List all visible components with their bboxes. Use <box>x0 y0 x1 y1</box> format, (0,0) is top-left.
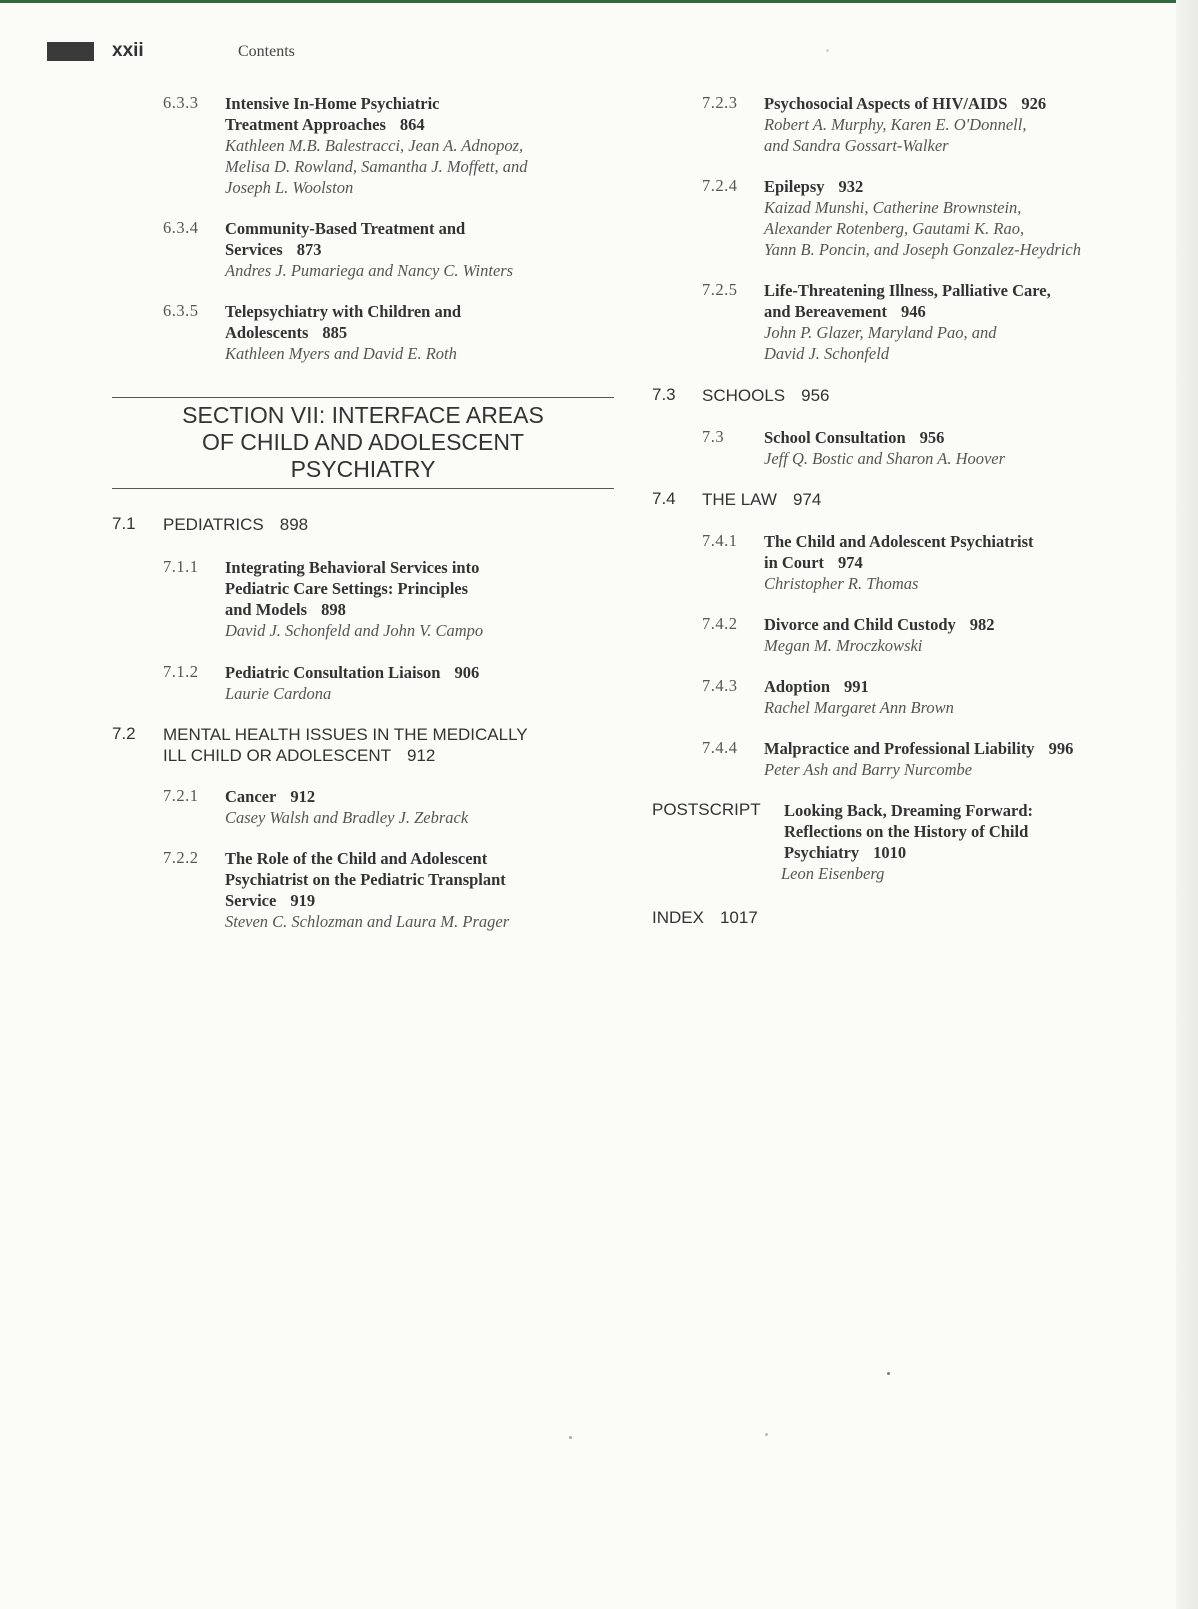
section-heading-line: OF CHILD AND ADOLESCENT <box>201 429 525 455</box>
entry-number: 7.1.2 <box>163 662 199 681</box>
entry-author-line: Laurie Cardona <box>225 684 332 703</box>
entry-author-line: Kathleen M.B. Balestracci, Jean A. Adnopoz, <box>225 136 524 155</box>
entry-author-line: Jeff Q. Bostic and Sharon A. Hoover <box>764 449 1006 468</box>
entry-author-line: Christopher R. Thomas <box>764 574 919 593</box>
header-tab-marker <box>47 42 94 61</box>
entry-number: 7.2.2 <box>163 848 199 867</box>
entry-number: 7.4.1 <box>702 531 738 550</box>
entry-number: 6.3.3 <box>163 93 199 112</box>
section-number: 7.3 <box>652 385 676 404</box>
entry-title-line: Psychiatry <box>784 843 860 862</box>
entry-title-line: and Bereavement <box>764 302 887 321</box>
entry-title-line: Reflections on the History of Child <box>784 822 1029 841</box>
entry-author-line: Leon Eisenberg <box>781 864 885 883</box>
entry-number: 7.2.1 <box>163 786 199 805</box>
entry-title-line: Epilepsy <box>764 177 825 196</box>
scan-speck <box>887 1372 890 1375</box>
section-heading-line: PSYCHIATRY <box>290 456 436 482</box>
entry-page: 919 <box>290 891 316 910</box>
scan-speck <box>765 1433 768 1436</box>
entry-title-line: Cancer <box>225 787 277 806</box>
entry-title-line: Life-Threatening Illness, Palliative Care, <box>764 281 1051 300</box>
entry-number: 7.2.3 <box>702 93 738 112</box>
entry-page: 974 <box>838 553 863 572</box>
postscript-label: POSTSCRIPT <box>652 800 761 819</box>
running-title: Contents <box>238 43 295 60</box>
entry-page: 873 <box>296 240 322 259</box>
entry-number: 7.2.4 <box>702 176 738 195</box>
section-title: PEDIATRICS <box>163 515 264 534</box>
section-number: 7.1 <box>112 514 136 533</box>
entry-author-line: David J. Schonfeld and John V. Campo <box>225 621 484 640</box>
entry-author-line: Steven C. Schlozman and Laura M. Prager <box>225 912 510 931</box>
index-label: INDEX <box>652 908 704 927</box>
entry-title-line: Integrating Behavioral Services into <box>225 558 480 577</box>
section-page: 974 <box>792 490 822 509</box>
entry-title-line: Telepsychiatry with Children and <box>225 302 462 321</box>
section-title-line: ILL CHILD OR ADOLESCENT <box>163 746 391 765</box>
scan-speck <box>569 1436 572 1439</box>
entry-author-line: Joseph L. Woolston <box>225 178 354 197</box>
entry-page: 912 <box>290 787 316 806</box>
scan-speck <box>826 49 829 52</box>
entry-title-line: School Consultation <box>764 428 906 447</box>
section-title: THE LAW <box>702 490 777 509</box>
entry-author-line: Kaizad Munshi, Catherine Brownstein, <box>764 198 1022 217</box>
entry-page: 982 <box>969 615 995 634</box>
entry-title-line: in Court <box>764 553 825 572</box>
entry-title-line: The Child and Adolescent Psychiatrist <box>764 532 1034 551</box>
entry-page: 932 <box>838 177 864 196</box>
entry-page: 885 <box>322 323 348 342</box>
section-title-line: MENTAL HEALTH ISSUES IN THE MEDICALLY <box>163 725 528 744</box>
entry-number: 7.4.3 <box>702 676 738 695</box>
entry-title-line: Divorce and Child Custody <box>764 615 956 634</box>
entry-number: 7.4.4 <box>702 738 738 757</box>
entry-title-line: Malpractice and Professional Liability <box>764 739 1035 758</box>
section-page: 956 <box>801 386 830 405</box>
entry-title-line: Psychosocial Aspects of HIV/AIDS <box>764 94 1008 113</box>
entry-author-line: Kathleen Myers and David E. Roth <box>225 344 457 363</box>
entry-title-line: Intensive In-Home Psychiatric <box>225 94 440 113</box>
section-title: SCHOOLS <box>702 386 786 405</box>
entry-author-line: Rachel Margaret Ann Brown <box>764 698 954 717</box>
section-heading <box>112 402 614 483</box>
entry-title-line: Psychiatrist on the Pediatric Transplant <box>225 870 506 889</box>
entry-title-line: The Role of the Child and Adolescent <box>225 849 488 868</box>
section-number: 7.4 <box>652 489 676 508</box>
entry-page: 926 <box>1021 94 1047 113</box>
section-number: 7.2 <box>112 724 136 743</box>
entry-number: 7.2.5 <box>702 280 738 299</box>
entry-title-line: Pediatric Care Settings: Principles <box>225 579 469 598</box>
entry-author-line: Yann B. Poncin, and Joseph Gonzalez-Heydrich <box>764 240 1081 259</box>
entry-author-line: David J. Schonfeld <box>764 344 890 363</box>
entry-title-line: Service <box>225 891 277 910</box>
entry-title-line: and Models <box>225 600 308 619</box>
entry-author-line: Robert A. Murphy, Karen E. O'Donnell, <box>764 115 1027 134</box>
entry-author-line: Peter Ash and Barry Nurcombe <box>764 760 973 779</box>
entry-title-line: Treatment Approaches <box>225 115 386 134</box>
entry-page: 991 <box>844 677 869 696</box>
entry-author-line: and Sandra Gossart-Walker <box>764 136 949 155</box>
entry-author-line: Alexander Rotenberg, Gautami K. Rao, <box>764 219 1025 238</box>
entry-title-line: Community-Based Treatment and <box>225 219 466 238</box>
entry-title-line: Services <box>225 240 283 259</box>
entry-title-line: Adoption <box>764 677 831 696</box>
page-top-edge <box>0 0 1198 3</box>
entry-number: 7.4.2 <box>702 614 738 633</box>
entry-page: 946 <box>900 302 926 321</box>
entry-number: 7.3 <box>702 427 725 446</box>
entry-number: 6.3.5 <box>163 301 199 320</box>
entry-page: 864 <box>399 115 425 134</box>
entry-page: 906 <box>454 663 480 682</box>
entry-author-line: Megan M. Mroczkowski <box>764 636 923 655</box>
entry-page: 1010 <box>873 843 907 862</box>
section-page: 898 <box>279 515 309 534</box>
entry-title-line: Adolescents <box>225 323 309 342</box>
entry-page: 898 <box>321 600 346 619</box>
entry-page: 956 <box>919 428 945 447</box>
entry-title-line: Looking Back, Dreaming Forward: <box>784 801 1034 820</box>
section-rule-top <box>112 397 614 398</box>
entry-number: 6.3.4 <box>163 218 199 237</box>
page-right-edge <box>1176 0 1198 1609</box>
page-number: xxii <box>112 40 144 61</box>
entry-author-line: Casey Walsh and Bradley J. Zebrack <box>225 808 469 827</box>
entry-author-line: John P. Glazer, Maryland Pao, and <box>764 323 997 342</box>
entry-number: 7.1.1 <box>163 557 199 576</box>
section-rule-bottom <box>112 488 614 489</box>
entry-author-line: Melisa D. Rowland, Samantha J. Moffett, and <box>225 157 528 176</box>
entry-title-line: Pediatric Consultation Liaison <box>225 663 441 682</box>
section-page: 912 <box>407 746 436 765</box>
entry-page: 996 <box>1048 739 1074 758</box>
section-heading-line: SECTION VII: INTERFACE AREAS <box>182 402 544 428</box>
index-page: 1017 <box>719 908 758 927</box>
entry-author-line: Andres J. Pumariega and Nancy C. Winters <box>225 261 514 280</box>
